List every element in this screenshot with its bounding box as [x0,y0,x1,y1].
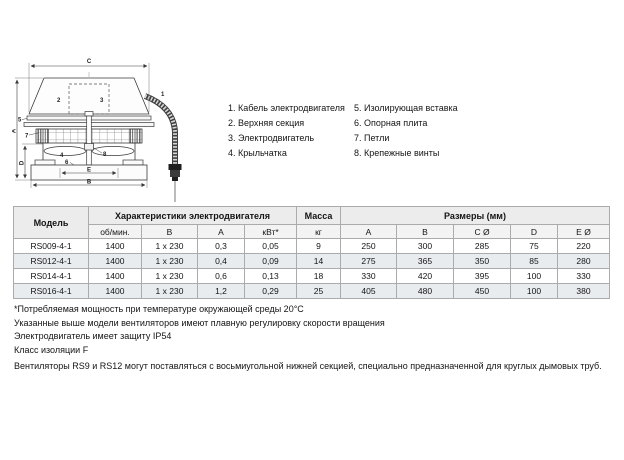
table-cell: 100 [511,284,558,299]
table-row [14,254,610,269]
fan-technical-drawing [12,52,207,204]
col-header-model: Модель [14,207,89,239]
table-cell: 25 [297,284,341,299]
table-cell: 14 [297,254,341,269]
power-cable [145,96,175,164]
right-hinge-spring [130,129,140,143]
dim-label-d: D [19,160,26,166]
table-cell: 0,3 [198,239,245,254]
shaft [87,116,92,165]
table-cell: 1400 [89,284,142,299]
table-cell: 365 [397,254,454,269]
table-row [14,284,610,299]
part-label-7: 7 [25,133,29,140]
table-cell: 280 [558,254,610,269]
part-label-5: 5 [18,117,22,124]
legend-col-2 [354,101,480,161]
table-cell: 0,4 [198,254,245,269]
table-cell: 0,05 [245,239,297,254]
cable-gland-tip [172,177,178,181]
legend-item: 7. Петли [354,133,390,143]
col-subheader: C Ø [454,225,511,239]
table-cell: 285 [454,239,511,254]
table-group-header-row [14,207,610,225]
table-cell: 330 [558,269,610,284]
dim-label-e: E [86,167,92,174]
col-subheader: А [198,225,245,239]
table-cell: 9 [297,239,341,254]
note-line: Класс изоляции F [14,344,89,355]
table-cell: 350 [454,254,511,269]
legend-item: 1. Кабель электродвигателя [228,103,345,113]
table-cell: 0,29 [245,284,297,299]
legend-item: 5. Изолирующая вставка [354,103,458,113]
col-subheader: кВт* [245,225,297,239]
table-cell: 1 x 230 [142,239,198,254]
legend-col-1 [228,101,354,161]
table-cell: 300 [397,239,454,254]
col-group-motor: Характеристики электродвигателя [89,207,297,225]
table-cell: 250 [341,239,397,254]
cable-gland-mid [170,170,180,177]
table-cell: 1,2 [198,284,245,299]
left-hinge-spring [38,129,48,143]
fan-cowl [29,78,149,114]
leader-8 [93,148,102,154]
legend-item: 6. Опорная плита [354,118,428,128]
table-cell: 220 [558,239,610,254]
col-subheader: B [397,225,454,239]
col-subheader: A [341,225,397,239]
base-foot-left [35,160,55,165]
part-label-2: 2 [57,98,61,104]
table-cell: 0,09 [245,254,297,269]
part-label-6: 6 [65,160,69,166]
specs-table [13,206,610,299]
table-cell: 380 [558,284,610,299]
legend-item: 2. Верхняя секция [228,118,305,128]
table-cell: 1 x 230 [142,284,198,299]
dim-label-a: A [12,128,18,134]
table-cell: RS014-4-1 [14,269,89,284]
legend-item: 3. Электродвигатель [228,133,315,143]
table-cell: 405 [341,284,397,299]
table-cell: 1 x 230 [142,269,198,284]
footnotes [14,303,385,357]
table-cell: RS012-4-1 [14,254,89,269]
dim-label-c: C [86,59,92,65]
table-cell: 275 [341,254,397,269]
part-label-8: 8 [103,152,107,158]
leader-5 [22,119,27,120]
note-line: *Потребляемая мощность при температуре окружающей среды 20°C [14,304,304,314]
table-cell: 75 [511,239,558,254]
table-row [14,269,610,284]
legend-item: 4. Крыльчатка [228,148,287,158]
table-cell: RS009-4-1 [14,239,89,254]
table-cell: 1 x 230 [142,254,198,269]
table-cell: 1400 [89,254,142,269]
note-line: Указанные выше модели вентиляторов имеют плавную регулировку скорости вращения [14,317,385,328]
table-cell: 18 [297,269,341,284]
table-cell: RS016-4-1 [14,284,89,299]
table-cell: 395 [454,269,511,284]
legend-item: 8. Крепежные винты [354,148,440,158]
table-cell: 100 [511,269,558,284]
impeller-blade-left [44,146,86,155]
col-subheader: D [511,225,558,239]
dim-label-b: B [86,179,92,186]
part-label-3: 3 [100,98,104,104]
table-body [14,239,610,299]
table-cell: 480 [397,284,454,299]
table-subheader-row [14,225,610,239]
additional-note: Вентиляторы RS9 и RS12 могут поставляться с восьмиугольной нижней секцией, специально предназначенной для круглых дымовых труб. [14,361,602,371]
col-subheader: E Ø [558,225,610,239]
col-group-dimensions: Размеры (мм) [341,207,610,225]
table-cell: 450 [454,284,511,299]
base-foot-right [123,160,143,165]
part-label-4: 4 [60,153,64,159]
dimension-b [31,180,147,189]
col-group-mass: Масса [297,207,341,225]
table-cell: 330 [341,269,397,284]
col-subheader: В [142,225,198,239]
table-cell: 85 [511,254,558,269]
hub [85,144,94,151]
table-cell: 0,13 [245,269,297,284]
table-cell: 1400 [89,239,142,254]
col-subheader: об/мин. [89,225,142,239]
motor-mount-block [85,112,93,117]
col-subheader: кг [297,225,341,239]
cable-gland-top [169,164,182,170]
table-row [14,239,610,254]
parts-legend [228,101,480,161]
table-cell: 0,6 [198,269,245,284]
table-cell: 1400 [89,269,142,284]
note-line: Электродвигатель имеет защиту IP54 [14,331,172,341]
table-cell: 420 [397,269,454,284]
part-label-1: 1 [161,92,165,98]
